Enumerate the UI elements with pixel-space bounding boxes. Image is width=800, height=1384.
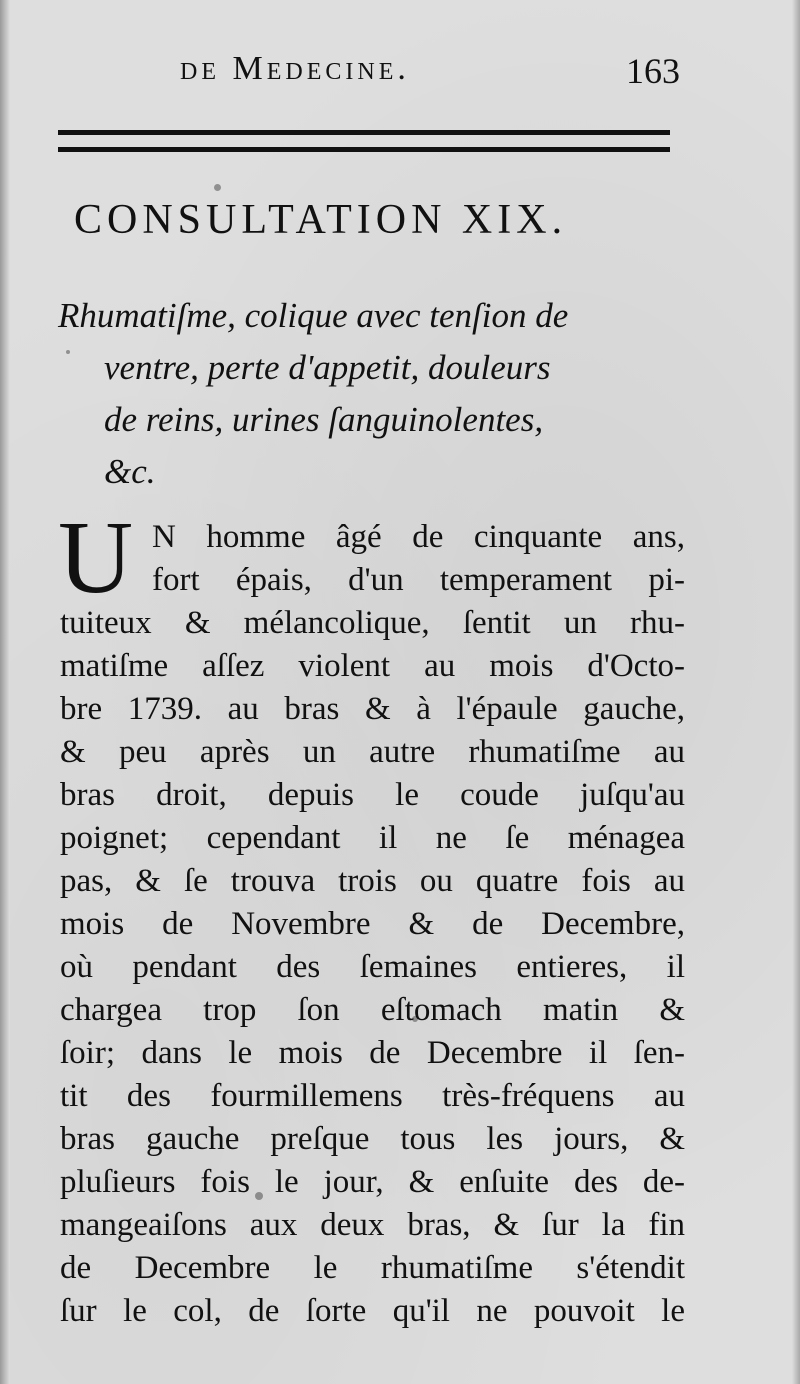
body-line: pluſieurs fois le jour, & enſuite des de-: [60, 1164, 685, 1200]
body-line: bre 1739. au bras & à l'épaule gauche,: [60, 691, 685, 727]
drop-cap: U: [58, 500, 134, 615]
body-line: pas, & ſe trouva trois ou quatre fois au: [60, 863, 685, 899]
body-line: matiſme aſſez violent au mois d'Octo-: [60, 648, 685, 684]
subtitle-line: de reins, urines ſanguinolentes,: [104, 400, 544, 439]
subtitle-line: ventre, perte d'appetit, douleurs: [104, 348, 551, 387]
body-line: fort épais, d'un temperament pi-: [152, 562, 685, 598]
bottom-rule: [58, 147, 670, 152]
page-number: 163: [626, 51, 680, 91]
body-text: [60, 516, 685, 1333]
body-line: tuiteux & mélancolique, ſentit un rhu-: [60, 605, 685, 641]
ink-speck: [255, 1192, 263, 1200]
body-line: ſur le col, de ſorte qu'il ne pouvoit le: [60, 1293, 685, 1329]
subtitle-line: &c.: [104, 452, 156, 491]
body-line: & peu après un autre rhumatiſme au: [60, 734, 685, 770]
body-line: de Decembre le rhumatiſme s'étendit: [60, 1250, 685, 1286]
body-line: poignet; cependant il ne ſe ménagea: [60, 820, 685, 856]
body-line: mois de Novembre & de Decembre,: [60, 906, 685, 942]
body-line: N homme âgé de cinquante ans,: [152, 519, 685, 555]
ink-speck: [214, 184, 221, 191]
ink-speck: [412, 1016, 418, 1022]
consultation-heading: CONSULTATION XIX.: [74, 197, 568, 243]
body-line: chargea trop ſon eſtomach matin &: [60, 992, 685, 1028]
consultation-subtitle: [58, 290, 688, 498]
running-head: [180, 50, 680, 94]
page-left-edge-shadow: [0, 0, 10, 1384]
body-line: mangeaiſons aux deux bras, & ſur la fin: [60, 1207, 685, 1243]
top-rule: [58, 130, 670, 135]
body-line: tit des fourmillemens très-fréquens au: [60, 1078, 685, 1114]
body-line: bras gauche preſque tous les jours, &: [60, 1121, 685, 1157]
body-line: ſoir; dans le mois de Decembre il ſen-: [60, 1035, 685, 1071]
page-right-edge-shadow: [792, 0, 800, 1384]
running-title: de Medecine.: [180, 50, 410, 87]
body-line: bras droit, depuis le coude juſqu'au: [60, 777, 685, 813]
subtitle-line: Rhumatiſme, colique avec tenſion de: [58, 296, 569, 335]
ink-speck: [66, 350, 70, 354]
body-line: où pendant des ſemaines entieres, il: [60, 949, 685, 985]
